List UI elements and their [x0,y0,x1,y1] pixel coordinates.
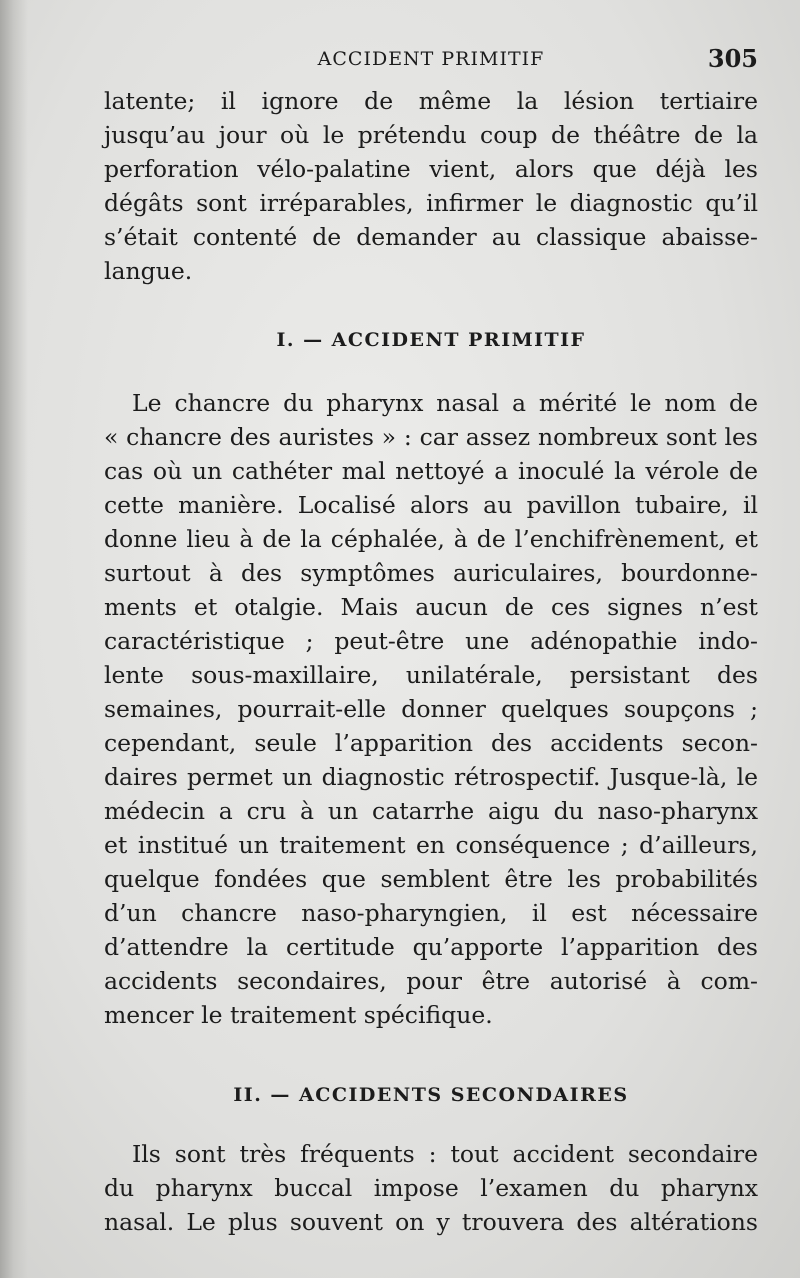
text-line: surtout à des symptômes auriculaires, bourdonne- [104,559,758,587]
text-line: donne lieu à de la céphalée, à de l’enchifrènement, et [104,525,758,553]
text-line: d’attendre la certitude qu’apporte l’apparition des [104,933,758,961]
text-line: caractéristique ; peut-être une adénopathie indo- [104,627,758,655]
text-line: daires permet un diagnostic rétrospectif. Jusque-là, le [104,763,758,791]
text-line: médecin a cru à un catarrhe aigu du naso-pharynx [104,797,758,825]
text-line: Le chancre du pharynx nasal a mérité le nom de [132,389,758,417]
text-line: et institué un traitement en conséquence ; d’ailleurs, [104,831,758,859]
running-head [104,44,758,76]
text-line: nasal. Le plus souvent on y trouvera des altérations [104,1208,758,1236]
text-line: langue. [104,257,193,285]
text-line: accidents secondaires, pour être autorisé à com- [104,967,758,995]
text-line: « chancre des auristes » : car assez nombreux sont les [104,423,758,451]
text-line: semaines, pourrait-elle donner quelques soupçons ; [104,695,758,723]
text-line: cas où un cathéter mal nettoyé a inoculé la vérole de [104,457,758,485]
text-line: lente sous-maxillaire, unilatérale, persistant des [104,661,758,689]
text-line: cette manière. Localisé alors au pavillon tubaire, il [104,491,758,519]
page-spine-shadow [0,0,28,1278]
text-line: jusqu’au jour où le prétendu coup de théâtre de la [104,121,758,149]
text-line: dégâts sont irréparables, infirmer le diagnostic qu’il [104,189,758,217]
text-line: quelque fondées que semblent être les probabilités [104,865,758,893]
intro-paragraph [104,84,758,288]
section-1-paragraph [104,386,758,1032]
text-line: s’était contenté de demander au classique abaisse- [104,223,758,251]
text-line: ments et otalgie. Mais aucun de ces signes n’est [104,593,758,621]
text-line: du pharynx buccal impose l’examen du pharynx [104,1174,758,1202]
text-line: Ils sont très fréquents : tout accident secondaire [132,1140,758,1168]
section-heading-accidents-secondaires: II. — ACCIDENTS SECONDAIRES [233,1084,629,1106]
text-line: mencer le traitement spécifique. [104,1001,493,1029]
section-2-paragraph [104,1137,758,1239]
page-number: 305 [707,44,758,73]
text-line: latente; il ignore de même la lésion tertiaire [104,87,758,115]
text-line: cependant, seule l’apparition des accidents secon- [104,729,758,757]
text-line: perforation vélo-palatine vient, alors que déjà les [104,155,758,183]
text-line: d’un chancre naso-pharyngien, il est nécessaire [104,899,758,927]
section-heading-accident-primitif: I. — ACCIDENT PRIMITIF [276,329,586,351]
running-title: ACCIDENT PRIMITIF [317,48,545,70]
